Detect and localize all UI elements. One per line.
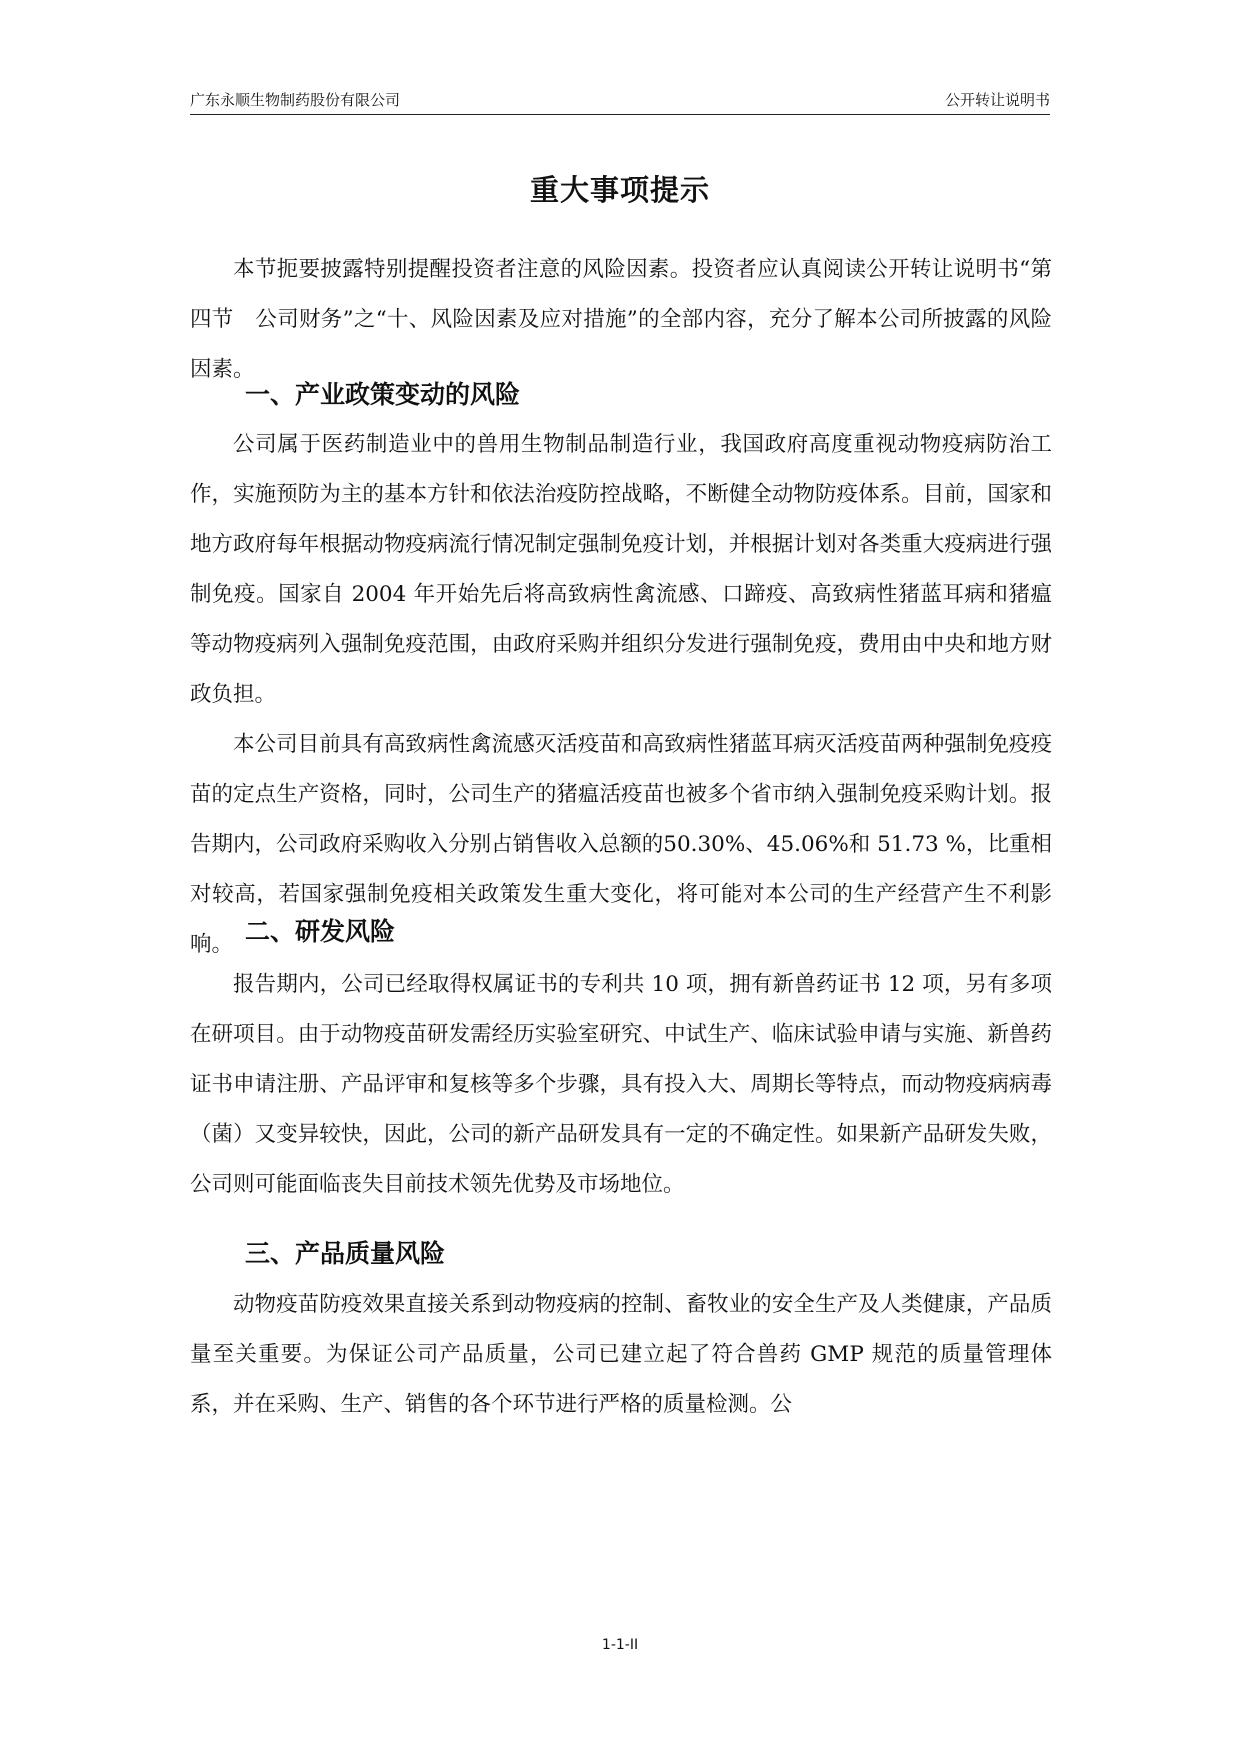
section-heading-industry-policy: 一、产业政策变动的风险 xyxy=(245,380,521,409)
page-number: 1-1-II xyxy=(601,1637,639,1653)
intro-paragraph: 本节扼要披露特别提醒投资者注意的风险因素。投资者应认真阅读公开转让说明书“第四节 公司财务”之“十、风险因素及应对措施”的全部内容，充分了解本公司所披露的风险因素。 xyxy=(190,257,1052,382)
paragraph: 本公司目前具有高致病性禽流感灭活疫苗和高致病性猪蓝耳病灭活疫苗两种强制免疫疫苗的定点生产资格，同时，公司生产的猪瘟活疫苗也被多个省市纳入强制免疫采购计划。报告期内，公司政府采购收入分别占销售收入总额的50.30%、45.06%和 51.73 %，比重相对较高，若国家强制免疫相关政策发生重大变化，将可能对本公司的生产经营产生不利影响。 xyxy=(190,732,1052,957)
section-heading-quality-risk: 三、产品质量风险 xyxy=(245,1239,446,1268)
section-body-quality-risk xyxy=(190,1280,1052,1430)
page-header xyxy=(190,84,1050,115)
header-document-type: 公开转让说明书 xyxy=(944,91,1050,109)
paragraph: 公司属于医药制造业中的兽用生物制品制造行业，我国政府高度重视动物疫病防治工作，实施预防为主的基本方针和依法治疫防控战略，不断健全动物防疫体系。目前，国家和地方政府每年根据动物疫病流行情况制定强制免疫计划，并根据计划对各类重大疫病进行强制免疫。国家自 2004 年开始先后将高致病性禽流感、口蹄疫、高致病性猪蓝耳病和猪瘟等动物疫病列入强制免疫范围，由政府采购并组织分发进行强制免疫，费用由中央和地方财政负担。 xyxy=(190,432,1052,707)
section-body-rd-risk xyxy=(190,960,1052,1210)
paragraph: 动物疫苗防疫效果直接关系到动物疫病的控制、畜牧业的安全生产及人类健康，产品质量至关重要。为保证公司产品质量，公司已建立起了符合兽药 GMP 规范的质量管理体系，并在采购、生产、销售的各个环节进行严格的质量检测。公 xyxy=(190,1292,1052,1417)
section-heading-rd-risk: 二、研发风险 xyxy=(245,917,396,946)
page-title: 重大事项提示 xyxy=(529,173,710,207)
header-company-name: 广东永顺生物制药股份有限公司 xyxy=(190,91,401,109)
paragraph: 报告期内，公司已经取得权属证书的专利共 10 项，拥有新兽药证书 12 项，另有多项在研项目。由于动物疫苗研发需经历实验室研究、中试生产、临床试验申请与实施、新兽药证书申请注册、产品评审和复核等多个步骤，具有投入大、周期长等特点，而动物疫病病毒（菌）又变异较快，因此，公司的新产品研发具有一定的不确定性。如果新产品研发失败，公司则可能面临丧失目前技术领先优势及市场地位。 xyxy=(190,972,1052,1197)
intro-block xyxy=(190,245,1052,395)
section-body-industry-policy xyxy=(190,420,1052,970)
